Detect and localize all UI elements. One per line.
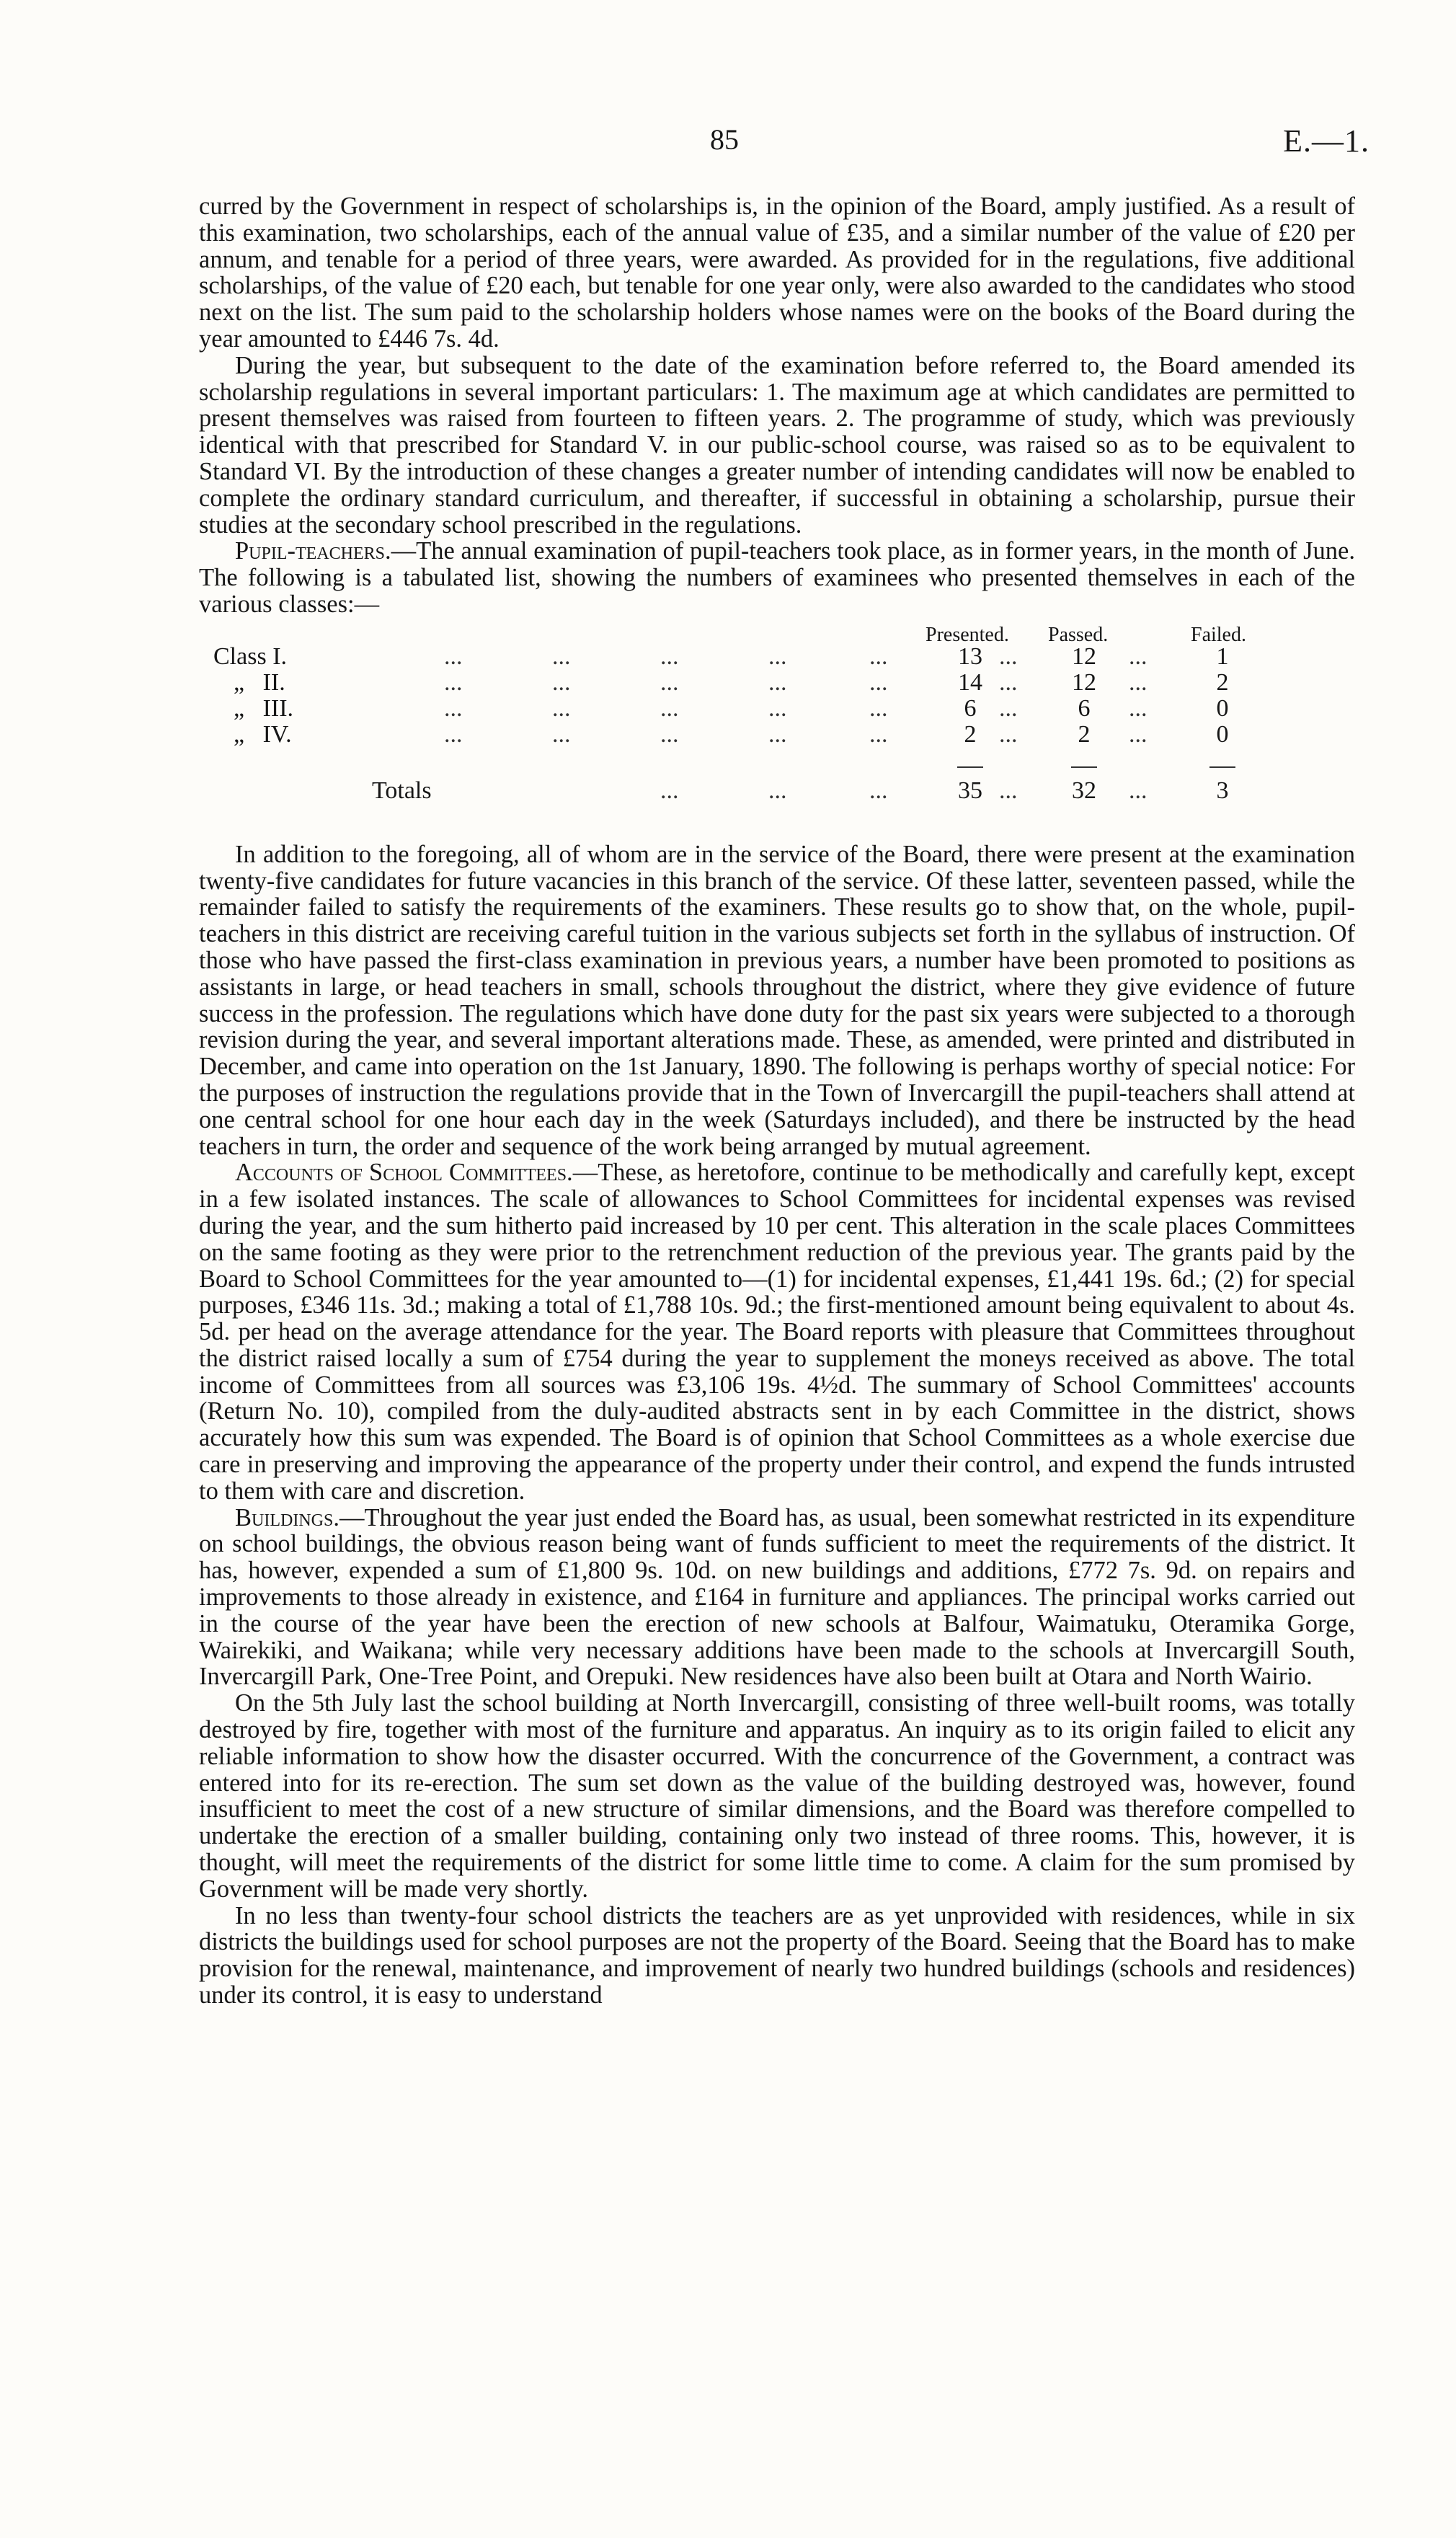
column-header-passed: Passed.	[1048, 623, 1109, 646]
row-class-label: „ III.	[234, 694, 294, 722]
dot-leader: ...	[999, 720, 1018, 748]
pupil-teacher-results-table	[199, 622, 1355, 839]
dot-leader: ...	[552, 642, 571, 670]
dot-leader: ...	[768, 642, 787, 670]
row-class-label: „ II.	[234, 668, 285, 696]
cell-presented: 14	[958, 668, 982, 696]
cell-presented: 6	[964, 694, 977, 722]
dot-leader: ...	[1129, 720, 1148, 748]
table-row	[199, 696, 1355, 722]
body-text	[199, 193, 1355, 2009]
dot-leader: ...	[660, 720, 679, 748]
cell-presented: 2	[964, 720, 977, 748]
paragraph-pupil-teachers	[199, 538, 1355, 617]
dot-leader: ...	[1129, 694, 1148, 722]
dot-leader: ...	[660, 642, 679, 670]
paragraph-scholarship-regulations: During the year, but subsequent to the date of the examination before referred to, the Board amended its scholarship regulations in several important particulars: 1. The maximum age at which candidates are permitted to present themselves was raised from fourteen to fifteen years. 2. The programme of study, which was previously identical with that prescribed for Standard V. in our public-school course, was raised so as to be equivalent to Standard VI. By the introduction of these changes a greater number of intending candidates will now be enabled to complete the ordinary standard curriculum, and thereafter, if successful in obtaining a scholarship, pursue their studies at the secondary school prescribed in the regulations.	[199, 351, 1355, 539]
table-row	[199, 722, 1355, 748]
dot-leader: ...	[869, 642, 888, 670]
cell-failed: 1	[1216, 642, 1229, 670]
dot-leader: ...	[1129, 642, 1148, 670]
section-reference: E.—1.	[1283, 123, 1370, 159]
cell-passed: 6	[1078, 694, 1091, 722]
dot-leader: ...	[999, 668, 1018, 696]
section-heading-buildings: Buildings.	[235, 1503, 339, 1531]
paragraph-school-committees-text: —These, as heretofore, continue to be methodically and carefully kept, except in a few isolated instances. The scale of allowances to School Committees for incidental expenses was revised during the year, and the sum hitherto paid increased by 10 per cent. This alteration in the scale places Committees on the same footing as they were prior to the retrenchment reduction of the previous year. The grants paid by the Board to School Committees for the year amounted to—(1) for incidental expenses, £1,441 19s. 6d.; (2) for special purposes, £346 11s. 3d.; making a total of £1,788 10s. 9d.; the first-mentioned amount being equivalent to about 4s. 5d. per head on the average attendance for the year. The Board reports with pleasure that Committees throughout the district raised locally a sum of £754 during the year to supplement the moneys received as above. The total income of Committees from all sources was £3,106 19s. 4½d. The summary of School Committees' accounts (Return No. 10), compiled from the duly-audited abstracts sent in by each Committee in the district, shows accurately how this sum was expended. The Board is of opinion that School Committees as a whole exercise due care in preserving and improving the appearance of the property under their control, and expend the funds intrusted to them with care and discretion.	[199, 1159, 1356, 1505]
dot-leader: ...	[444, 668, 463, 696]
cell-passed: 12	[1072, 642, 1096, 670]
column-header-presented: Presented.	[925, 623, 1009, 646]
paragraph-residences: In no less than twenty-four school districts the teachers are as yet unprovided with residences, while in six districts the buildings used for school purposes are not the property of the Board. Seeing that the Board has to make provision for the renewal, maintenance, and improvement of nearly two hundred buildings (schools and residences) under its control, it is easy to understand	[199, 1901, 1355, 2009]
cell-failed: 0	[1216, 694, 1229, 722]
table-row	[199, 670, 1355, 696]
dot-leader: ...	[660, 777, 679, 804]
dot-leader: ...	[552, 694, 571, 722]
section-heading-pupil-teachers: Pupil-teachers.	[235, 537, 391, 565]
dot-leader: ...	[869, 694, 888, 722]
sum-rule	[1071, 766, 1097, 768]
dot-leader: ...	[1129, 668, 1148, 696]
total-passed: 32	[1072, 777, 1096, 804]
paragraph-scholarships-continued: curred by the Government in respect of scholarships is, in the opinion of the Board, amply justified. As a result of this examination, two scholarships, each of the annual value of £35, and a similar number of the value of £20 per annum, and tenable for a period of three years, were awarded. As provided for in the regulations, five additional scholarships, of the value of £20 each, but tenable for one year only, were also awarded to the candidates who stood next on the list. The sum paid to the scholarship holders whose names were on the books of the Board during the year amounted to £446 7s. 4d.	[199, 193, 1355, 353]
total-presented: 35	[958, 777, 982, 804]
page-number: 85	[710, 123, 739, 156]
dot-leader: ...	[768, 668, 787, 696]
dot-leader: ...	[869, 720, 888, 748]
dot-leader: ...	[444, 642, 463, 670]
cell-failed: 0	[1216, 720, 1229, 748]
page-header	[0, 123, 1456, 166]
dot-leader: ...	[768, 777, 787, 804]
row-class-label: Class I.	[213, 642, 288, 670]
dot-leader: ...	[999, 777, 1018, 804]
cell-failed: 2	[1216, 668, 1229, 696]
paragraph-buildings	[199, 1505, 1355, 1691]
dot-leader: ...	[768, 694, 787, 722]
dot-leader: ...	[444, 694, 463, 722]
dot-leader: ...	[1129, 777, 1148, 804]
column-header-failed: Failed.	[1191, 623, 1246, 646]
dot-leader: ...	[552, 720, 571, 748]
row-class-label: „ IV.	[234, 720, 292, 748]
paragraph-pupil-teachers-text: —The annual examination of pupil-teachers took place, as in former years, in the month of June. The following is a tabulated list, showing the numbers of examinees who presented themselves in each of the various classes:—	[199, 537, 1355, 618]
dot-leader: ...	[768, 720, 787, 748]
table-row	[199, 644, 1355, 670]
paragraph-pupil-teacher-candidates: In addition to the foregoing, all of whom are in the service of the Board, there were present at the examination twenty-five candidates for future vacancies in this branch of the service. Of these latter, seventeen passed, while the remainder failed to satisfy the requirements of the examiners. These results go to show that, on the whole, pupil-teachers in this district are receiving careful tuition in the various subjects set forth in the syllabus of instruction. Of those who have passed the first-class examination in previous years, a number have been promoted to positions as assistants in large, or head teachers in small, schools throughout the district, where they give evidence of future success in the profession. The regulations which have done duty for the past six years were subjected to a thorough revision during the year, and several important alterations made. These, as amended, were printed and distributed in December, and came into operation on the 1st January, 1890. The following is perhaps worthy of special notice: For the purposes of instruction the regulations provide that in the Town of Invercargill the pupil-teachers shall attend at one central school for one hour each day in the week (Saturdays included), and there be instructed by the head teachers in turn, the order and sequence of the work being arranged by mutual agreement.	[199, 840, 1355, 1160]
cell-passed: 12	[1072, 668, 1096, 696]
dot-leader: ...	[869, 777, 888, 804]
dot-leader: ...	[552, 668, 571, 696]
dot-leader: ...	[660, 694, 679, 722]
dot-leader: ...	[999, 642, 1018, 670]
dot-leader: ...	[444, 720, 463, 748]
cell-passed: 2	[1078, 720, 1091, 748]
section-heading-accounts: Accounts of School Committees.	[235, 1159, 573, 1187]
dot-leader: ...	[869, 668, 888, 696]
total-failed: 3	[1216, 777, 1229, 804]
sum-rule	[1209, 766, 1235, 768]
dot-leader: ...	[660, 668, 679, 696]
paragraph-north-invercargill-fire: On the 5th July last the school building at North Invercargill, consisting of three well-built rooms, was totally destroyed by fire, together with most of the furniture and apparatus. An inquiry as to its origin failed to elicit any reliable information to show how the disaster occurred. With the concurrence of the Government, a contract was entered into for its re-erection. The sum set down as the value of the building destroyed was, however, found insufficient to meet the cost of a new structure of similar dimensions, and the Board was therefore compelled to undertake the erection of a smaller building, containing only two instead of three rooms. This, however, it is thought, will meet the requirements of the district for some little time to come. A claim for the sum promised by Government will be made very shortly.	[199, 1689, 1355, 1903]
totals-label: Totals	[372, 777, 432, 804]
sum-rule	[957, 766, 983, 768]
paragraph-buildings-text: —Throughout the year just ended the Board has, as usual, been somewhat restricted in its expenditure on school buildings, the obvious reason being want of funds sufficient to meet the requirements of the district. It has, however, expended a sum of £1,800 9s. 10d. on new buildings and additions, £772 7s. 9d. on repairs and improvements to those already in existence, and £164 in furniture and appliances. The principal works carried out in the course of the year have been the erection of new schools at Balfour, Waimatuku, Oteramika Gorge, Wairekiki, and Waikana; while very necessary additions have been made to the schools at Invercargill South, Invercargill Park, One-Tree Point, and Orepuki. New residences have also been built at Otara and North Wairio.	[199, 1503, 1355, 1691]
cell-presented: 13	[958, 642, 982, 670]
paragraph-school-committees	[199, 1159, 1355, 1504]
dot-leader: ...	[999, 694, 1018, 722]
table-totals-row	[199, 778, 1355, 804]
